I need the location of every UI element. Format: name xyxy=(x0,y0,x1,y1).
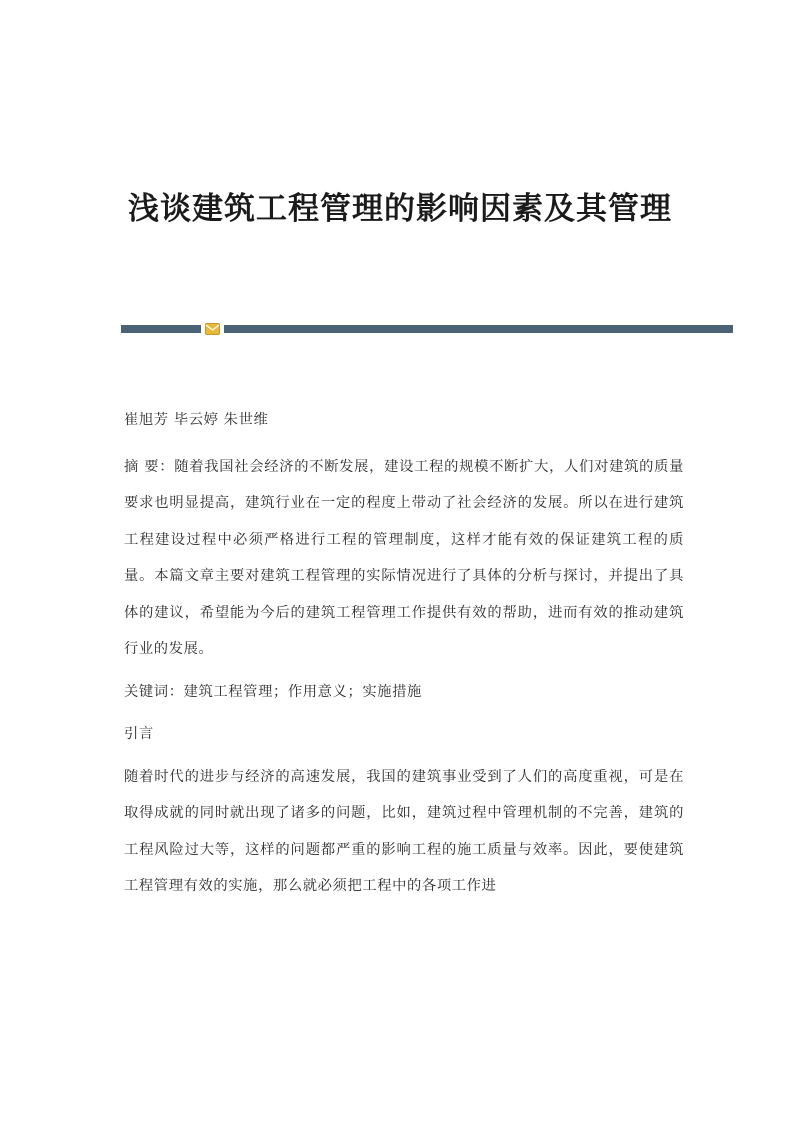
intro-paragraph: 随着时代的进步与经济的高速发展，我国的建筑事业受到了人们的高度重视，可是在取得成就的同时就出现了诸多的问题，比如，建筑过程中管理机制的不完善，建筑的工程风险过大等，这样的问题都严重的影响工程的施工质量与效率。因此，要使建筑工程管理有效的实施，那么就必须把工程中的各项工作进 xyxy=(124,768,684,894)
title-rule-right xyxy=(224,325,733,333)
keywords-line xyxy=(124,674,684,711)
abstract-text: 随着我国社会经济的不断发展，建设工程的规模不断扩大，人们对建筑的质量要求也明显提高，建筑行业在一定的程度上带动了社会经济的发展。所以在进行建筑工程建设过程中必须严格进行工程的管理制度，这样才能有效的保证建筑工程的质量。本篇文章主要对建筑工程管理的实际情况进行了具体的分析与探讨，并提出了具体的建议，希望能为今后的建筑工程管理工作提供有效的帮助，进而有效的推动建筑行业的发展。 xyxy=(124,458,684,657)
envelope-icon xyxy=(205,323,220,335)
title-rule-left xyxy=(121,325,201,333)
abstract-paragraph xyxy=(124,449,684,668)
abstract-label: 摘 要： xyxy=(124,458,175,475)
keywords-text: 建筑工程管理；作用意义；实施措施 xyxy=(183,683,422,700)
paper-title: 浅谈建筑工程管理的影响因素及其管理 xyxy=(128,191,672,227)
section-heading-intro: 引言 xyxy=(124,726,154,742)
author-list: 崔旭芳 毕云婷 朱世维 xyxy=(124,412,269,428)
keywords-label: 关键词： xyxy=(124,683,184,700)
paper-body xyxy=(124,402,684,911)
